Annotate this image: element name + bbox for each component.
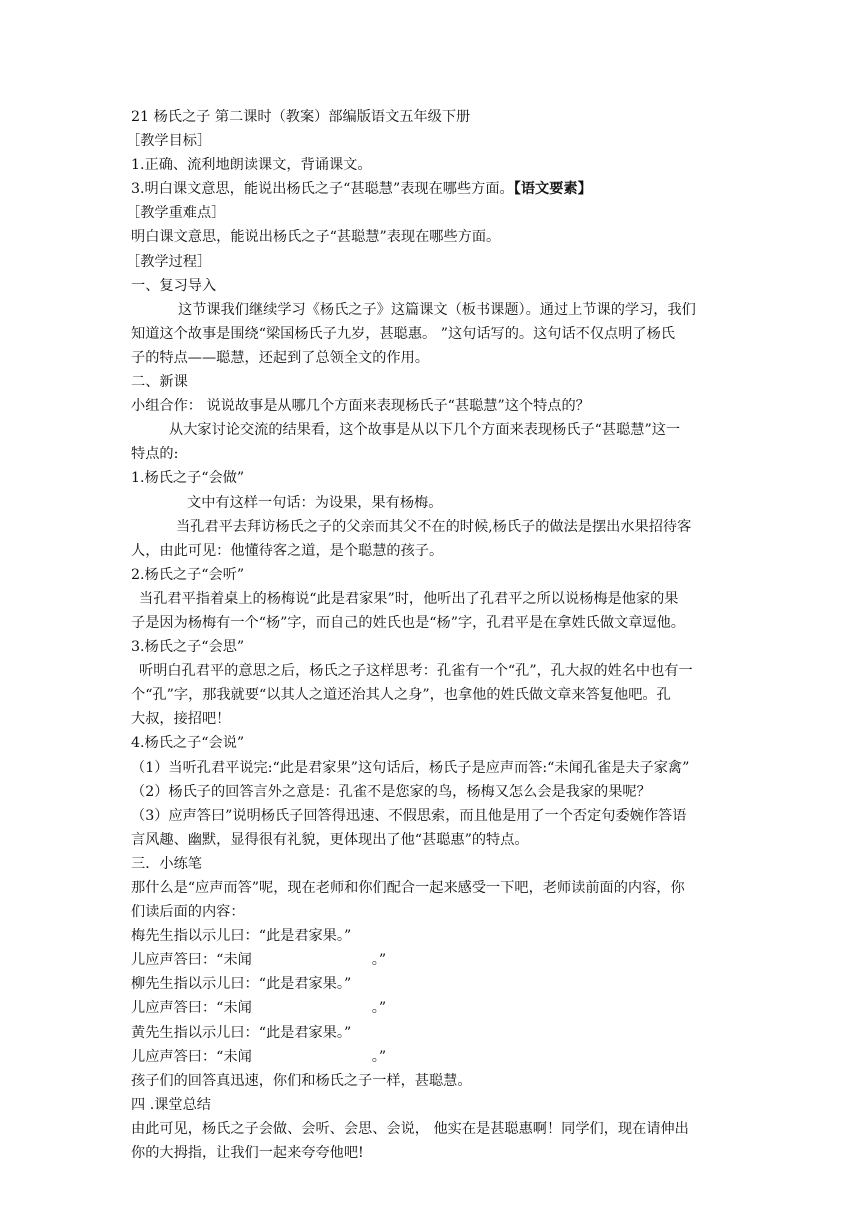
- section-2-paragraph-line: 特点的:: [131, 446, 179, 463]
- process-heading: ［教学过程］: [126, 253, 212, 270]
- subsection-4-line: （2）杨氏子的回答言外之意是：孔雀不是您家的鸟，杨梅又怎么会是我家的果呢？: [131, 783, 651, 800]
- goal-3: [131, 177, 736, 201]
- subsection-1-heading: 1.杨氏之子“会做”: [131, 470, 245, 487]
- subsection-4-line: （3）应声答曰”说明杨氏子回答得迅速、不假思索，而且他是用了一个否定句委婉作答语: [131, 807, 687, 824]
- exercise-2-answer: [131, 996, 736, 1020]
- section-3-closing: 孩子们的回答真迅速，你们和杨氏之子一样，甚聪慧。: [131, 1072, 472, 1089]
- section-3-line: 那什么是“应声而答”呢，现在老师和你们配合一起来感受一下吧，老师读前面的内容，你: [131, 880, 685, 896]
- section-2-heading: 二、新课: [131, 374, 188, 391]
- answer-suffix: 。”: [371, 1000, 387, 1017]
- key-points-text: 明白课文意思，能说出杨氏之子“甚聪慧”表现在哪些方面。: [131, 229, 501, 246]
- section-1-paragraph-line: 子的特点——聪慧，还起到了总领全文的作用。: [131, 349, 429, 366]
- subsection-3-heading: 3.杨氏之子“会思”: [131, 639, 245, 656]
- section-1-heading: 一、复习导入: [131, 277, 217, 294]
- section-4-line: 由此可见，杨氏之子会做、会听、会思、会说， 他实在是甚聪惠啊！同学们，现在请伸出: [131, 1120, 689, 1137]
- subsection-1-line: 当孔君平去拜访杨氏之子的父亲而其父不在的时候,杨氏子的做法是摆出水果招待客: [176, 518, 692, 535]
- subsection-3-line: 大叔，接招吧！: [131, 711, 231, 728]
- exercise-1-answer: [131, 948, 736, 972]
- section-1-paragraph-line: 知道这个故事是围绕“梁国杨氏子九岁，甚聪惠。 ”这句话写的。这句话不仅点明了杨氏: [131, 325, 675, 342]
- goal-3-tag: 【语文要素】: [513, 181, 592, 198]
- answer-prefix: 儿应声答曰：“未闻: [131, 952, 252, 969]
- section-4-heading: 四 .课堂总结: [131, 1096, 211, 1113]
- section-4-line: 你的大拇指，让我们一起来夸夸他吧!: [131, 1145, 364, 1162]
- answer-prefix: 儿应声答曰：“未闻: [131, 1000, 252, 1017]
- answer-prefix: 儿应声答曰：“未闻: [131, 1048, 252, 1065]
- subsection-3-line: 个“孔”字，那我就要“以其人之道还治其人之身”，也拿他的姓氏做文章来答复他吧。孔: [131, 687, 671, 704]
- section-3-heading: 三．小练笔: [131, 855, 202, 872]
- exercise-1-question: 梅先生指以示儿曰：“此是君家果。”: [131, 928, 352, 945]
- exercise-3-question: 黄先生指以示儿曰：“此是君家果。”: [131, 1024, 352, 1041]
- answer-suffix: 。”: [371, 952, 387, 969]
- section-1-paragraph-line: 这节课我们继续学习《杨氏之子》这篇课文（板书课题）。通过上节课的学习，我们: [178, 301, 696, 318]
- exercise-2-question: 柳先生指以示儿曰：“此是君家果。”: [131, 976, 352, 993]
- subsection-3-line: 听明白孔君平的意思之后，杨氏之子这样思考：孔雀有一个“孔”，孔大叔的姓名中也有一: [139, 663, 693, 680]
- key-points-heading: ［教学重难点］: [126, 205, 226, 222]
- group-work-prompt: 小组合作： 说说故事是从哪几个方面来表现杨氏子“甚聪慧”这个特点的？: [131, 398, 590, 415]
- subsection-1-line: 人，由此可见：他懂待客之道，是个聪慧的孩子。: [131, 542, 444, 559]
- goal-1: 1.正确、流利地朗读课文，背诵课文。: [131, 157, 372, 174]
- document-body: [126, 105, 736, 1165]
- subsection-4-line: （1）当听孔君平说完:“此是君家果”这句话后，杨氏子是应声而答:“未闻孔雀是夫子家禽”: [131, 759, 690, 776]
- subsection-2-line: 当孔君平指着桌上的杨梅说“此是君家果”时，他听出了孔君平之所以说杨梅是他家的果: [139, 590, 679, 607]
- goal-3-text: 3.明白课文意思，能说出杨氏之子“甚聪慧”表现在哪些方面。: [131, 181, 514, 198]
- document-title: 21 杨氏之子 第二课时（教案）部编版语文五年级下册: [131, 109, 471, 125]
- section-2-paragraph-line: 从大家讨论交流的结果看，这个故事是从以下几个方面来表现杨氏子“甚聪慧”这一: [169, 422, 681, 439]
- subsection-4-heading: 4.杨氏之子“会说”: [131, 735, 245, 752]
- goals-heading: ［教学目标］: [126, 133, 212, 150]
- subsection-1-line: 文中有这样一句话：为设果，果有杨梅。: [187, 494, 443, 511]
- subsection-2-heading: 2.杨氏之子“会听”: [131, 566, 245, 583]
- section-3-line: 们读后面的内容：: [131, 904, 245, 921]
- answer-suffix: 。”: [371, 1048, 387, 1065]
- subsection-2-line: 子是因为杨梅有一个“杨”字，而自己的姓氏也是“杨”字，孔君平是在拿姓氏做文章逗他。: [131, 614, 685, 631]
- exercise-3-answer: [131, 1045, 736, 1069]
- subsection-4-line: 言风趣、幽默，显得很有礼貌，更体现出了他“甚聪惠”的特点。: [131, 831, 529, 848]
